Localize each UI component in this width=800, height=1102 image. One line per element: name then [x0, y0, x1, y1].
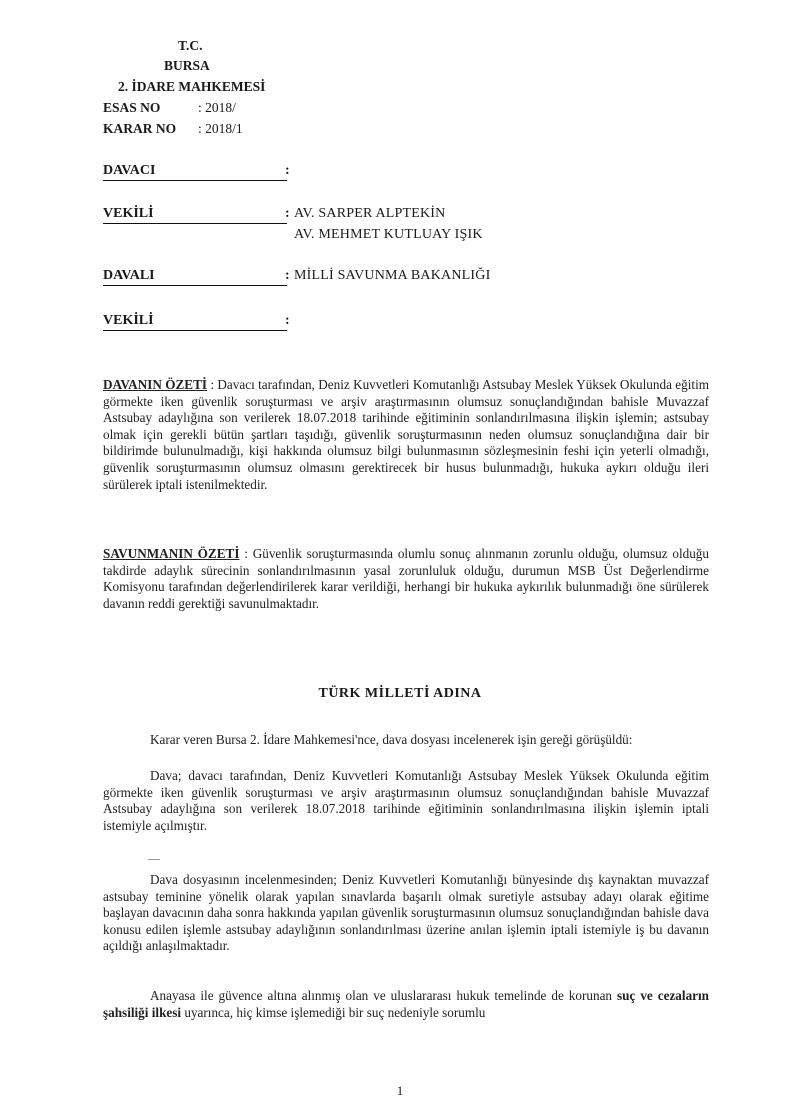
vekili-1-name-2: AV. MEHMET KUTLUAY IŞIK: [294, 227, 483, 242]
page-number: 1: [396, 1083, 404, 1098]
davanin-ozeti-heading: DAVANIN ÖZETİ: [103, 377, 208, 392]
davaci-rule: [103, 180, 287, 181]
body-paragraph-2: Dava; davacı tarafından, Deniz Kuvvetleri Komutanlığı Astsubay Meslek Yüksek Okulunda eğitim görmekte iken güvenlik soruşturması ve arşiv araştırmasının olumsuz sonuçlandığından bahisle Muvazzaf Astsubay adaylığına son verilerek 18.07.2018 tarihinde eğitiminin sonlandırılmasına ilişkin işlemin iptali istemiyle açılmıştır.: [103, 768, 709, 833]
body-paragraph-1: Karar veren Bursa 2. İdare Mahkemesi'nce, dava dosyası incelenerek işin gereği görüşüldü:: [150, 732, 633, 747]
davanin-ozeti-paragraph: [103, 377, 709, 493]
vekili-2-rule: [103, 330, 287, 331]
davali-label: DAVALI: [103, 268, 155, 283]
karar-value: : 2018/1: [198, 121, 243, 136]
davali-value: MİLLİ SAVUNMA BAKANLIĞI: [294, 268, 491, 283]
vekili-1-name-1: AV. SARPER ALPTEKİN: [294, 206, 446, 221]
body-dash: —: [148, 851, 160, 865]
vekili-1-colon: :: [285, 206, 290, 221]
vekili-1-rule: [103, 223, 287, 224]
davaci-label: DAVACI: [103, 163, 156, 178]
davaci-colon: :: [285, 163, 290, 178]
body-paragraph-4-pre: Anayasa ile güvence altına alınmış olan ve uluslararası hukuk temelinde de korunan: [150, 988, 618, 1003]
davali-colon: :: [285, 268, 290, 283]
body-paragraph-4: [103, 988, 709, 1021]
header-court: 2. İDARE MAHKEMESİ: [118, 79, 266, 94]
vekili-1-label: VEKİLİ: [103, 206, 154, 221]
body-paragraph-3: Dava dosyasının incelenmesinden; Deniz Kuvvetleri Komutanlığı bünyesinde dış kaynaktan muvazzaf astsubay teminine yönelik olarak yapılan sınavlarda başarılı olmak suretiyle astsubay adayı olarak eğitime başlayan davacının daha sonra hakkında yapılan güvenlik soruşturmasının olumsuz sonuçlandığından bahisle dava konusu edilen işlemle astsubay adaylığının sonlandırılması üzerine anılan işlemin iptali istemiyle iş bu davanın açıldığı anlaşılmaktadır.: [103, 872, 709, 954]
decision-title: TÜRK MİLLETİ ADINA: [318, 686, 482, 701]
esas-value: : 2018/: [198, 100, 236, 115]
header-city: BURSA: [164, 58, 210, 73]
esas-label: ESAS NO: [103, 100, 161, 115]
karar-label: KARAR NO: [103, 121, 177, 136]
savunmanin-ozeti-heading: SAVUNMANIN ÖZETİ: [103, 546, 240, 561]
vekili-2-label: VEKİLİ: [103, 313, 154, 328]
davali-rule: [103, 285, 287, 286]
savunmanin-ozeti-paragraph: [103, 546, 709, 612]
davanin-ozeti-text: : Davacı tarafından, Deniz Kuvvetleri Komutanlığı Astsubay Meslek Yüksek Okulunda eğitim görmekte iken güvenlik soruşturması ve arşiv araştırmasının olumsuz sonuçlandığından bahisle Muvazzaf Astsubay adaylığına son verilerek 18.07.2018 tarihinde eğitiminin sonlandırılmasına ilişkin işlemin; astsubay olmak için gerekli bütün şartları taşıdığı, güvenlik soruşturmasının neden olumsuz sonuçlandığına dair bir bildirimde bulunulmadığı, kişi hakkında olumsuz bilgi bulunmasının sözleşmesinin feshi için yeterli olmadığı, güvenlik soruşturmasının olumsuz olmasını gerektirecek bir husus bulunmadığı, hukuka aykırı olduğu ileri sürülerek iptali istenilmektedir.: [103, 377, 709, 492]
savunmanin-ozeti-text: : Güvenlik soruşturmasında olumlu sonuç alınmanın zorunlu olduğu, olumsuz olduğu takdirde adaylık sürecinin sonlandırılmasının yasal zorunluluk olduğu, durumun MSB Üst Değerlendirme Komisyonu tarafından değerlendirilerek karar verildiği, herhangi bir hukuka aykırılık bulunmadığı öne sürülerek davanın reddi gerektiği savunulmaktadır.: [103, 546, 709, 611]
body-paragraph-4-post: uyarınca, hiç kimse işlemediği bir suç nedeniyle sorumlu: [181, 1004, 486, 1020]
body-paragraph-4-bold: suç ve cezaların şahsiliği ilkesi: [103, 988, 710, 1020]
vekili-2-colon: :: [285, 313, 290, 328]
header-tc: T.C.: [178, 38, 203, 53]
